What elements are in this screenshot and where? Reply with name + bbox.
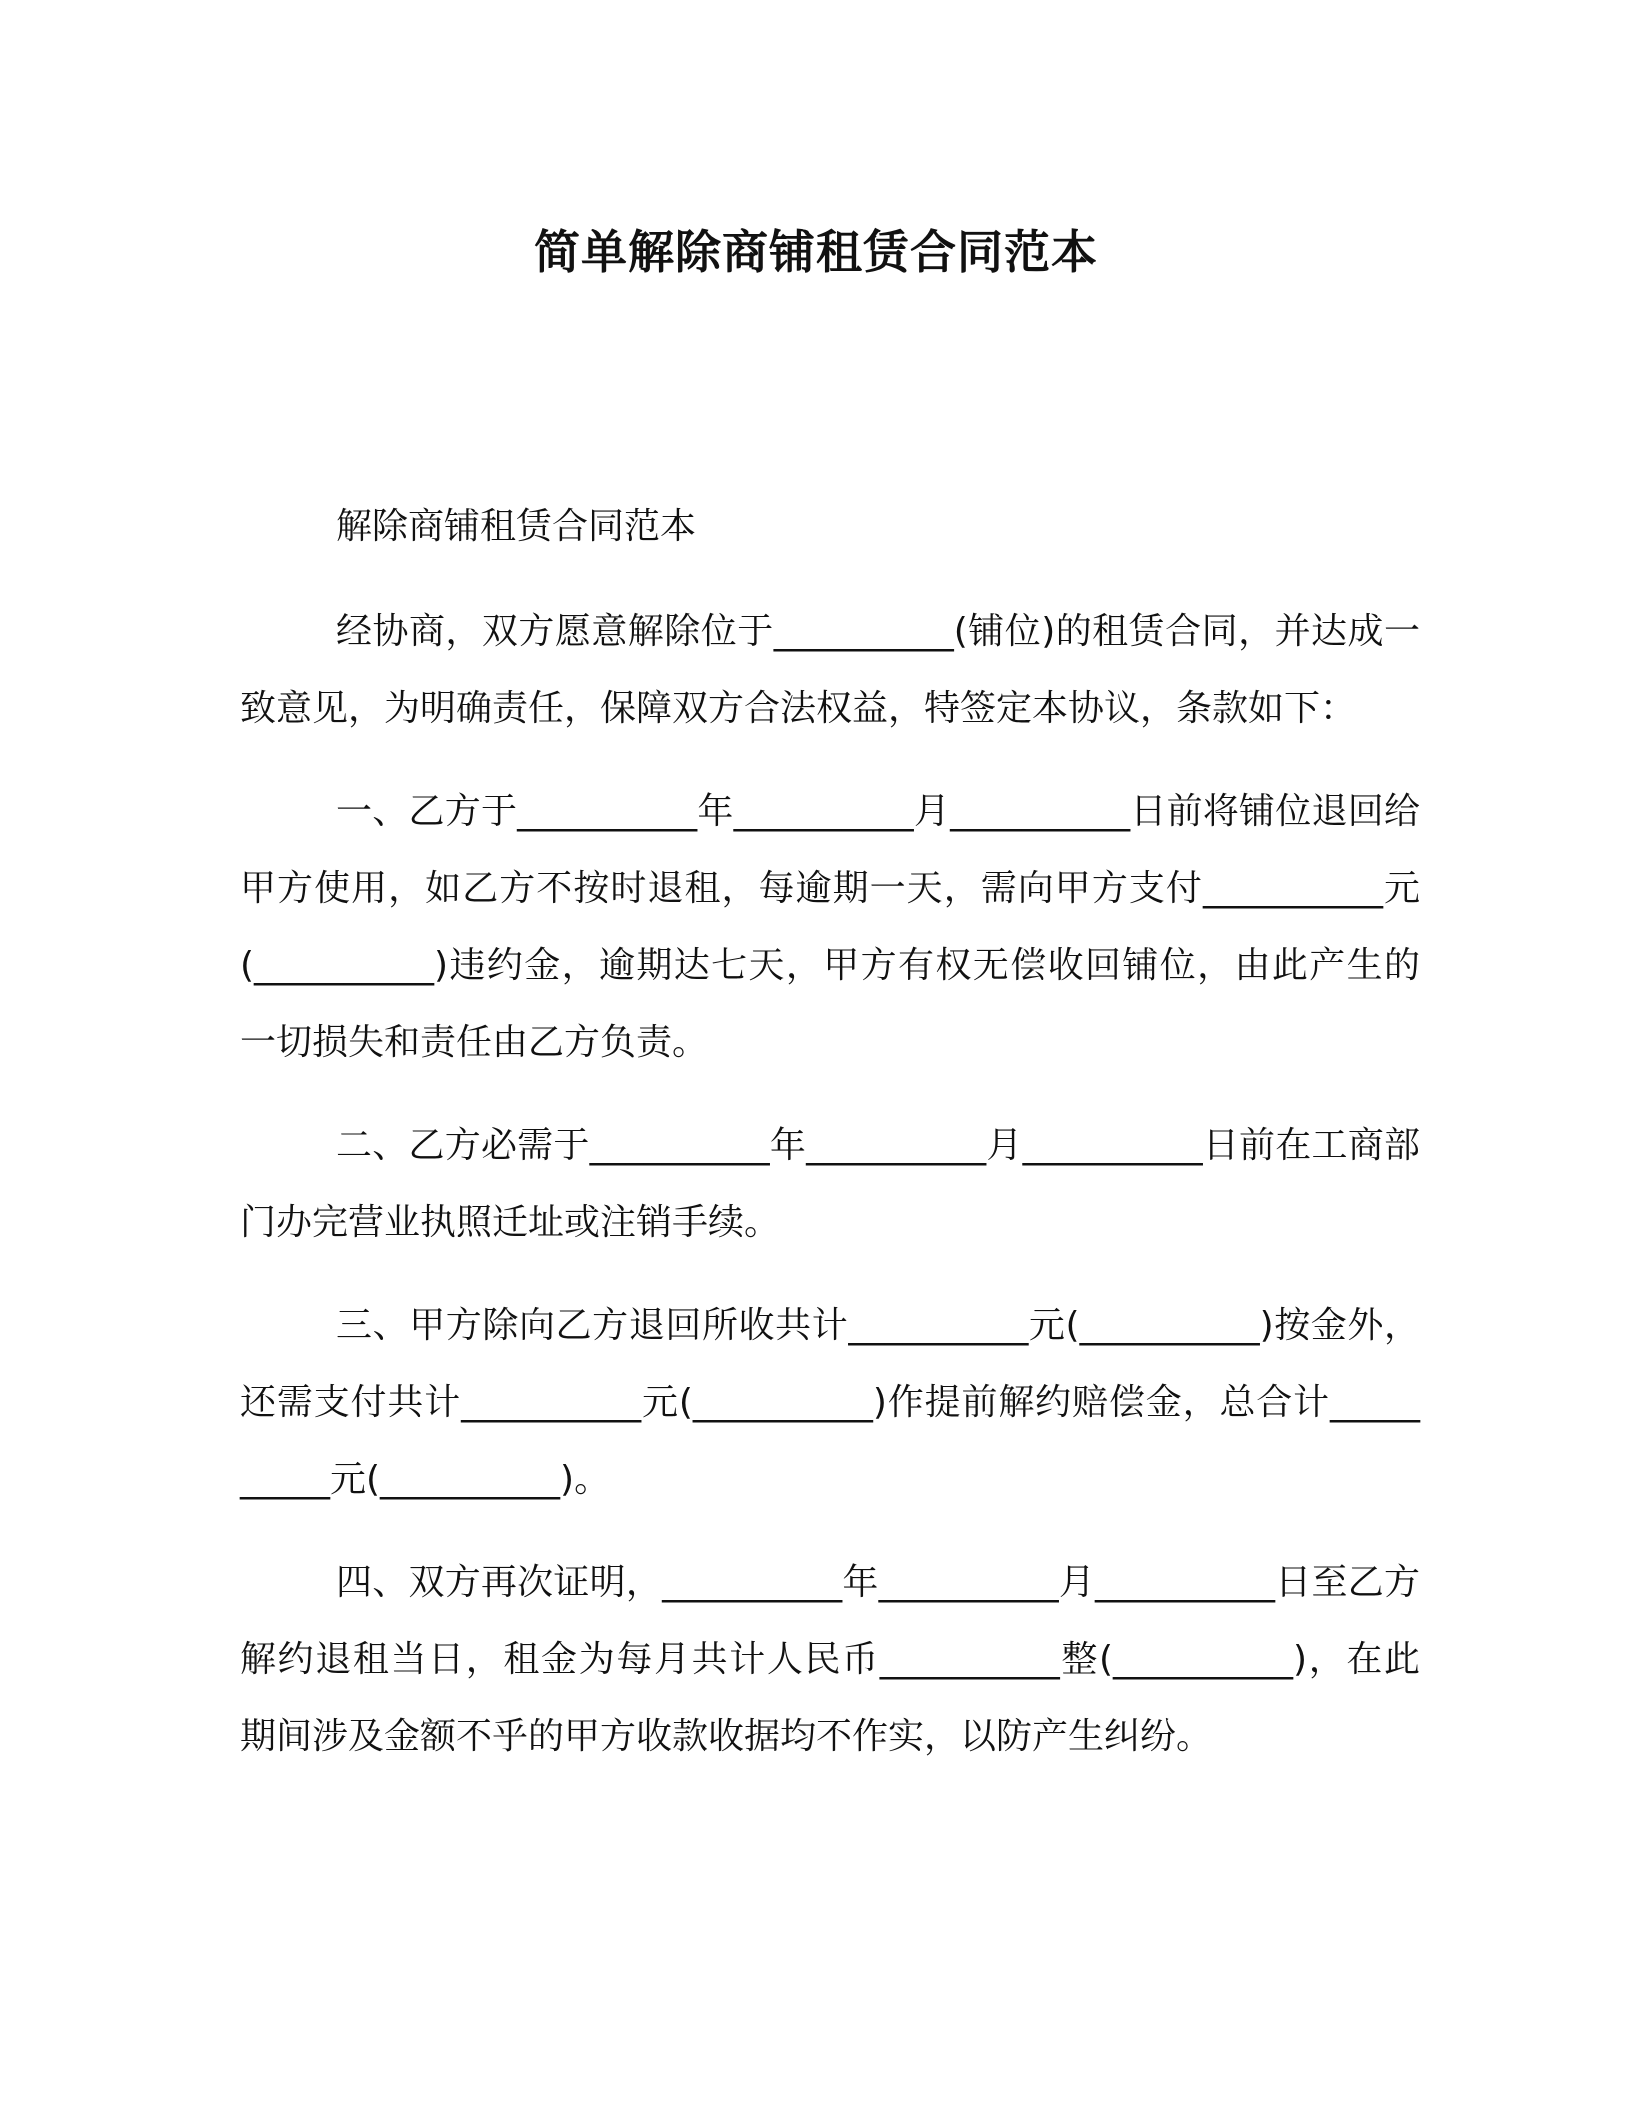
document-subtitle: 解除商铺租赁合同范本 [336, 506, 697, 547]
paragraph-intro: 经协商，双方愿意解除位于__________(铺位)的租赁合同，并达成一致意见，为明确责任，保障双方合法权益，特签定本协议，条款如下： [240, 611, 1420, 729]
paragraph-clause-2: 二、乙方必需于__________年__________月__________日前在工商部门办完营业执照迁址或注销手续。 [240, 1125, 1420, 1243]
paragraph-clause-1: 一、乙方于__________年__________月__________日前将铺位退回给甲方使用，如乙方不按时退租，每逾期一天，需向甲方支付__________元(__________)违约金，逾期达七天，甲方有权无偿收回铺位，由此产生的一切损失和责任由乙方负责。 [240, 791, 1420, 1063]
document-body [240, 488, 1420, 1801]
paragraph-clause-4: 四、双方再次证明，__________年__________月__________日至乙方解约退租当日，租金为每月共计人民币__________整(__________)，在此期间涉及金额不乎的甲方收款收据均不作实，以防产生纠纷。 [240, 1562, 1420, 1757]
document-title: 简单解除商铺租赁合同范本 [534, 225, 1098, 279]
paragraph-clause-3: 三、甲方除向乙方退回所收共计__________元(__________)按金外，还需支付共计__________元(__________)作提前解约赔偿金，总合计__________元(__________)。 [240, 1305, 1420, 1500]
